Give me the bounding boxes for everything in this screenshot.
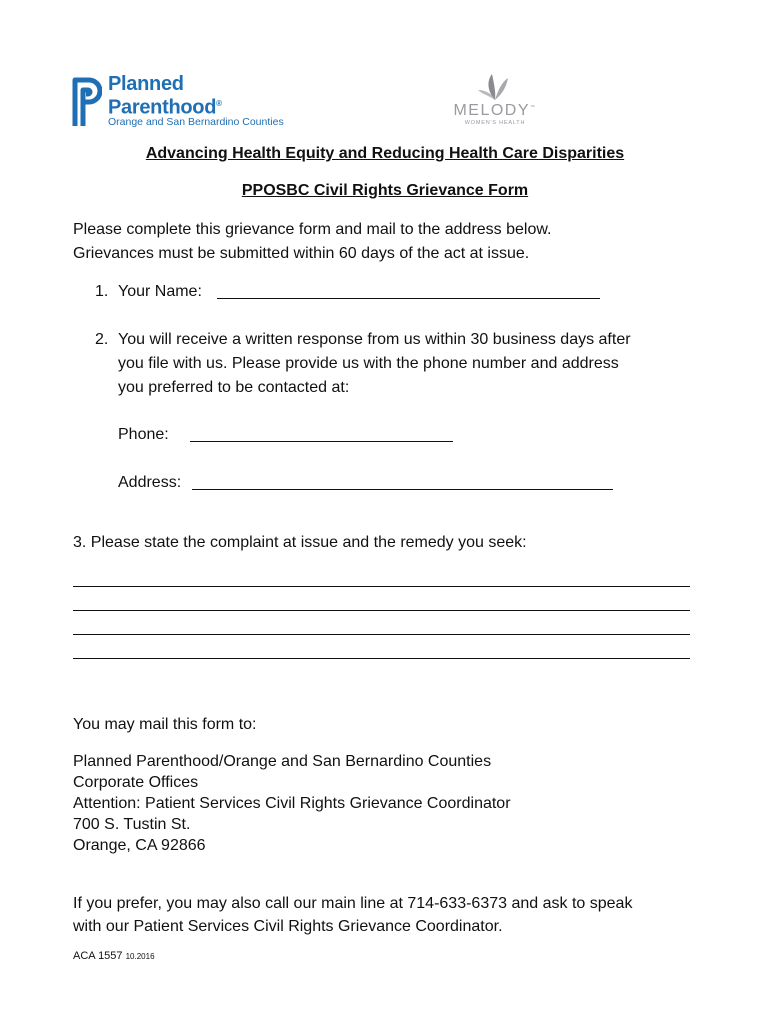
item-2-line-3: you preferred to be contacted at: xyxy=(118,379,350,396)
address-field[interactable] xyxy=(192,489,613,490)
intro-line-1: Please complete this grievance form and mail to the address below. xyxy=(73,221,552,238)
complaint-line-4[interactable] xyxy=(73,658,690,659)
name-label: Your Name: xyxy=(118,283,202,300)
complaint-line-3[interactable] xyxy=(73,634,690,635)
item-3-label: 3. Please state the complaint at issue and the remedy you seek: xyxy=(73,534,527,551)
planned-parenthood-logo xyxy=(72,74,282,130)
footer-code: ACA 1557 10.2016 xyxy=(73,950,155,962)
complaint-line-1[interactable] xyxy=(73,586,690,587)
complaint-line-2[interactable] xyxy=(73,610,690,611)
phone-label: Phone: xyxy=(118,426,169,443)
call-line-1: If you prefer, you may also call our main line at 714-633-6373 and ask to speak xyxy=(73,895,633,912)
item-2-line-1: You will receive a written response from us within 30 business days after xyxy=(118,331,631,348)
intro-line-2: Grievances must be submitted within 60 days of the act at issue. xyxy=(73,245,530,262)
mail-line-5: Orange, CA 92866 xyxy=(73,837,206,854)
logo-subtitle: Orange and San Bernardino Counties xyxy=(108,116,284,128)
logo-text: Planned Parenthood® xyxy=(108,73,222,119)
form-title: PPOSBC Civil Rights Grievance Form xyxy=(241,182,529,199)
lotus-icon xyxy=(452,72,538,102)
phone-field[interactable] xyxy=(190,441,453,442)
melody-name: MELODY™ xyxy=(453,102,537,119)
document-title: Advancing Health Equity and Reducing Health Care Disparities xyxy=(145,145,625,162)
mail-intro: You may mail this form to: xyxy=(73,716,257,733)
name-field[interactable] xyxy=(217,298,600,299)
planned-parenthood-p-icon xyxy=(72,76,102,128)
call-line-2: with our Patient Services Civil Rights Grievance Coordinator. xyxy=(73,918,503,935)
address-label: Address: xyxy=(118,474,182,491)
item-2-number: 2. xyxy=(95,331,109,348)
melody-subtitle: WOMEN'S HEALTH xyxy=(464,120,526,126)
melody-logo xyxy=(452,72,552,132)
mail-line-3: Attention: Patient Services Civil Rights Grievance Coordinator xyxy=(73,795,511,812)
mail-line-1: Planned Parenthood/Orange and San Bernardino Counties xyxy=(73,753,492,770)
item-2-line-2: you file with us. Please provide us with the phone number and address xyxy=(118,355,619,372)
item-1-number: 1. xyxy=(95,283,109,300)
mail-line-4: 700 S. Tustin St. xyxy=(73,816,191,833)
mail-line-2: Corporate Offices xyxy=(73,774,199,791)
